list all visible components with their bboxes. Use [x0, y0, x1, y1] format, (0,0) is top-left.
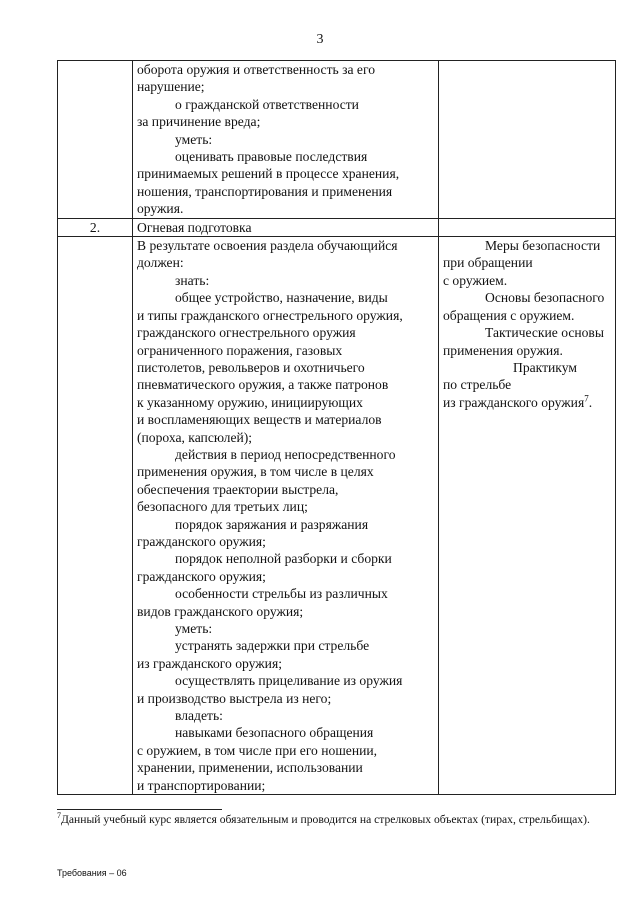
text-line: знать:: [175, 272, 210, 288]
text-line: действия в период непосредственного: [175, 446, 396, 462]
page-number: 3: [316, 32, 324, 47]
topic-line: с оружием.: [443, 272, 508, 288]
text-line: ношения, транспортирования и применения: [137, 183, 393, 199]
row-number-cell: 2.: [58, 218, 133, 236]
section-title: Огневая подготовка: [133, 218, 439, 236]
text-line: пистолетов, револьверов и охотничьего: [137, 359, 365, 375]
topic-line: по стрельбе: [443, 377, 512, 393]
table-row: [58, 237, 616, 795]
footer-code: Требования – 06: [57, 868, 127, 878]
topic-text: из гражданского оружия: [443, 394, 585, 410]
content-cell: [133, 61, 439, 219]
text-line: владеть:: [175, 708, 223, 724]
content-cell: [133, 237, 439, 795]
topic-line: обращения с оружием.: [443, 307, 575, 323]
topic-line: Тактические основы: [485, 325, 604, 341]
text-line: должен:: [137, 255, 184, 271]
text-line: безопасного для третьих лиц;: [137, 499, 308, 515]
text-line: с оружием, в том числе при его ношении,: [137, 742, 378, 758]
topics-cell: [439, 237, 616, 795]
text-line: пневматического оружия, а также патронов: [137, 377, 389, 393]
topic-line: [443, 394, 611, 411]
text-line: оценивать правовые последствия: [175, 149, 368, 165]
text-line: осуществлять прицеливание из оружия: [175, 673, 403, 689]
topic-line: Меры безопасности: [485, 238, 601, 254]
table-row: [58, 61, 616, 219]
topic-line: Практикум: [513, 359, 577, 375]
footnote-rule: [57, 809, 222, 810]
footnote-marker: 7: [57, 811, 61, 821]
text-line: оружия.: [137, 201, 184, 217]
footnote: [57, 812, 615, 828]
text-line: видов гражданского оружия;: [137, 603, 304, 619]
text-line: к указанному оружию, инициирующих: [137, 394, 363, 410]
text-line: и транспортировании;: [137, 777, 266, 793]
curriculum-table: [57, 60, 616, 795]
topics-cell: [439, 218, 616, 236]
text-line: о гражданской ответственности: [175, 96, 359, 112]
text-line: порядок заряжания и разряжания: [175, 516, 369, 532]
topic-line: Основы безопасного: [485, 290, 605, 306]
footnote-marker: 7: [584, 393, 589, 404]
text-line: хранении, применении, использовании: [137, 760, 363, 776]
text-line: ограниченного поражения, газовых: [137, 342, 343, 358]
text-line: нарушение;: [137, 79, 205, 95]
text-line: гражданского оружия;: [137, 533, 266, 549]
text-line: порядок неполной разборки и сборки: [175, 551, 392, 567]
row-number-cell: [58, 237, 133, 795]
text-line: общее устройство, назначение, виды: [175, 290, 388, 306]
text-line: уметь:: [175, 621, 213, 636]
text-line: применения оружия, в том числе в целях: [137, 464, 374, 480]
text-line: из гражданского оружия;: [137, 655, 282, 671]
text-line: и воспламеняющих веществ и материалов: [137, 412, 382, 428]
text-line: оборота оружия и ответственность за его: [137, 62, 375, 77]
text-line: (пороха, капсюлей);: [137, 429, 253, 445]
text-line: обеспечения траектории выстрела,: [137, 481, 339, 497]
text-line: гражданского оружия;: [137, 568, 266, 584]
topic-line: применения оружия.: [443, 342, 563, 358]
text-line: навыками безопасного обращения: [175, 725, 374, 741]
topic-line: при обращении: [443, 255, 533, 271]
text-line: устранять задержки при стрельбе: [175, 638, 370, 654]
text-line: уметь:: [175, 131, 213, 147]
table-row: [58, 218, 616, 236]
topic-punct: .: [588, 394, 593, 410]
text-line: особенности стрельбы из различных: [175, 586, 388, 602]
text-line: за причинение вреда;: [137, 114, 261, 130]
row-number-cell: [58, 61, 133, 219]
text-line: В результате освоения раздела обучающийся: [137, 238, 398, 254]
text-line: принимаемых решений в процессе хранения,: [137, 166, 400, 182]
text-line: и типы гражданского огнестрельного оружия,: [137, 307, 403, 323]
footnote-text: Данный учебный курс является обязательным и проводится на стрелковых объектах (тирах, стрельбищах).: [61, 813, 590, 826]
text-line: и производство выстрела из него;: [137, 690, 332, 706]
text-line: гражданского огнестрельного оружия: [137, 325, 356, 341]
topics-cell: [439, 61, 616, 219]
